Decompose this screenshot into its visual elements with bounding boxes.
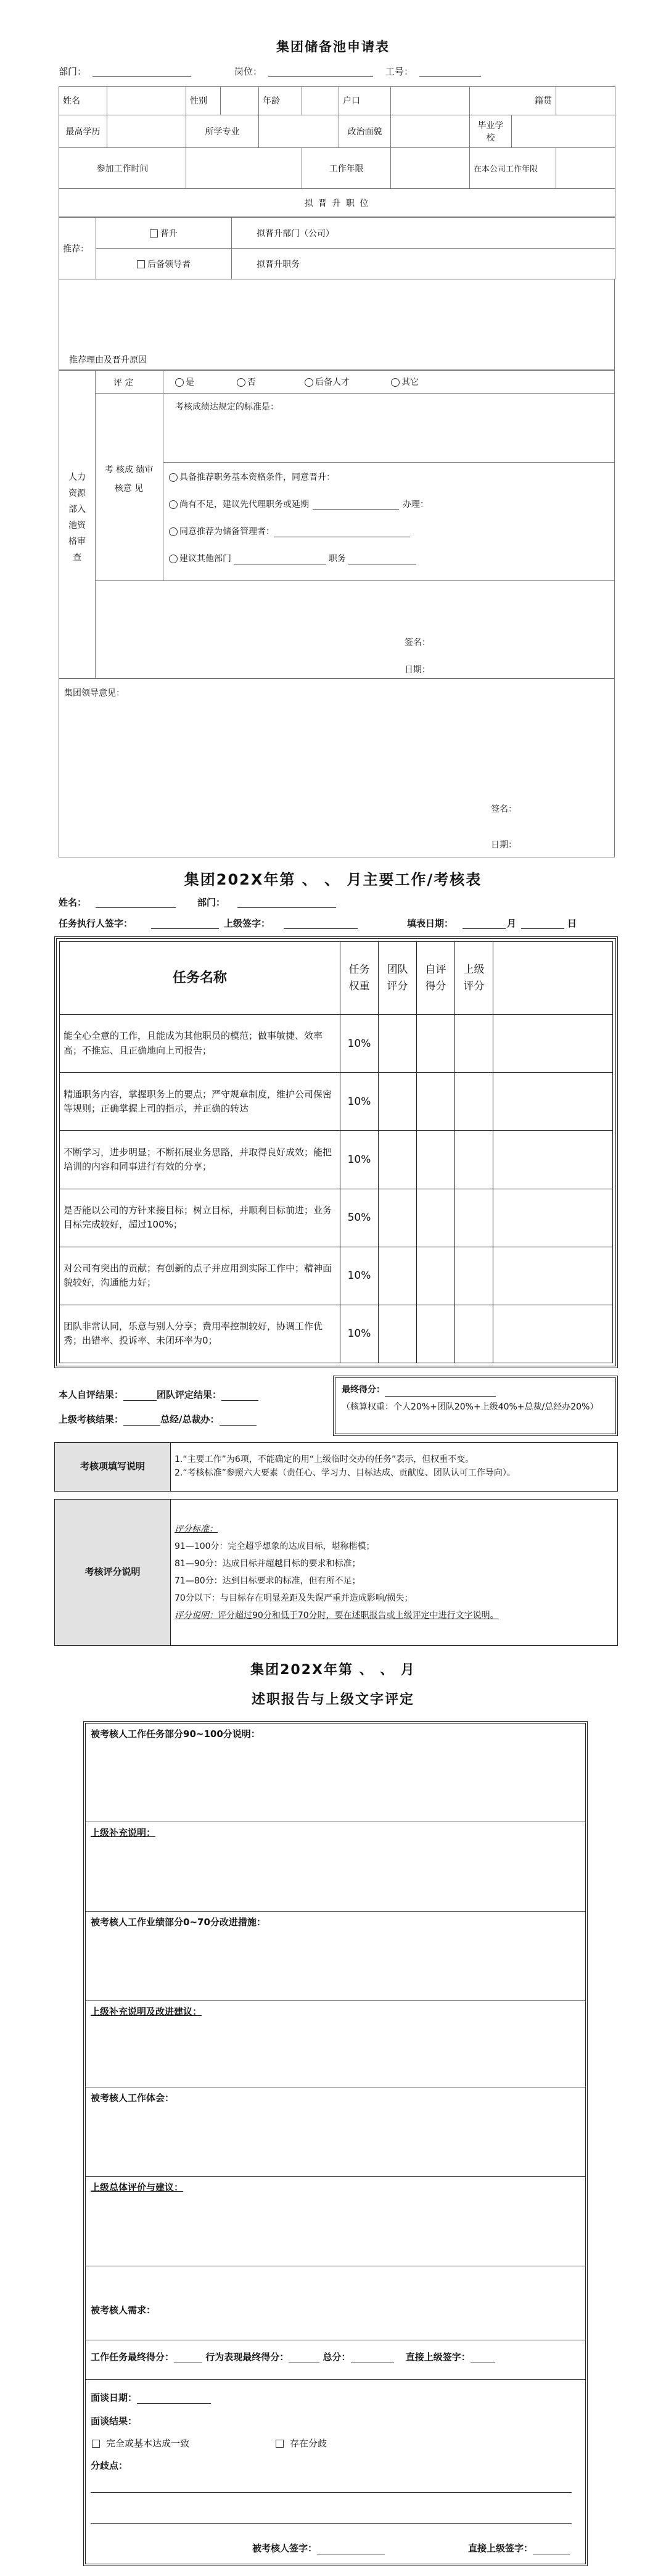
team-score-cell[interactable] xyxy=(379,1189,417,1247)
task-cell: 是否能以公司的方针来接目标；树立目标，并顺利目标前进；业务目标完成较好，超过100%； xyxy=(60,1189,340,1247)
age-cell[interactable] xyxy=(302,87,339,115)
eval-no[interactable] xyxy=(237,376,256,388)
promote-post-label: 拟晋升职务 xyxy=(257,259,300,270)
weight-cell: 10% xyxy=(340,1247,379,1305)
task-cell: 对公司有突出的贡献；有创新的点子并应用到实际工作中；精神面貌较好，沟通能力好； xyxy=(60,1247,340,1305)
company-years-cell[interactable] xyxy=(556,148,615,189)
option-1[interactable] xyxy=(169,471,335,483)
form3-title-1: 集团202X年第 、 、 月 xyxy=(250,1662,416,1678)
work-start-label: 参加工作时间 xyxy=(59,148,186,189)
table-row xyxy=(60,1305,613,1363)
points-label: 分歧点： xyxy=(91,2460,128,2471)
fill-note-2: 2.“考核标准”参照六大要素（责任心、学习力、目标达成、贡献度、团队认可工作导向）。 xyxy=(175,1468,516,1478)
option-4-text: 建议其他部门 xyxy=(179,554,231,564)
std-1: 91—100分：完全超乎想象的达成目标，堪称楷模； xyxy=(175,1542,375,1551)
school-cell[interactable] xyxy=(512,115,615,148)
option-2-text: 尚有不足，建议先代理职务或延期 xyxy=(179,500,309,510)
sup-score-cell[interactable] xyxy=(455,1189,493,1247)
sec7-label: 被考核人需求： xyxy=(91,2305,156,2316)
option-3-text: 同意推荐为储备管理者： xyxy=(179,527,274,537)
f2-exec-input[interactable] xyxy=(151,917,219,929)
person-sign-label: 被考核人签字： xyxy=(252,2543,318,2554)
disagree-checkbox[interactable] xyxy=(276,2440,284,2448)
gender-label: 性别 xyxy=(186,87,221,115)
score-note-label: 考核评分说明 xyxy=(55,1500,171,1646)
team-score-cell[interactable] xyxy=(379,1073,417,1131)
politics-label: 政治面貌 xyxy=(339,115,391,148)
post-input[interactable] xyxy=(268,65,373,77)
option-1-text: 具备推荐职务基本资格条件，同意晋升： xyxy=(179,473,335,482)
self-score-cell[interactable] xyxy=(417,1015,455,1073)
f2-exec-label: 任务执行人签字： xyxy=(59,918,133,929)
major-label: 所学专业 xyxy=(186,115,259,148)
sec3-label: 被考核人工作业绩部分0~70分改进措施： xyxy=(91,1917,266,1928)
hukou-label: 户口 xyxy=(339,87,391,115)
opt-reserve[interactable] xyxy=(96,249,232,279)
result-area xyxy=(59,1381,330,1436)
hr-date-label: 日期： xyxy=(405,665,430,675)
report-sec-4[interactable] xyxy=(86,2001,585,2087)
work-start-cell[interactable] xyxy=(186,148,302,189)
agree-checkbox[interactable] xyxy=(92,2440,100,2448)
native-cell[interactable] xyxy=(556,87,615,115)
fill-note-1: 1.“主要工作”为6项，不能确定的用“上级临时交办的任务”表示，但权重不变。 xyxy=(175,1455,474,1465)
work-years-cell[interactable] xyxy=(391,148,470,189)
std-2: 81—90分：达成目标并超越目标的要求和标准； xyxy=(175,1559,361,1569)
weight-cell: 10% xyxy=(340,1015,379,1073)
table-row xyxy=(60,1015,613,1073)
interview-area xyxy=(86,2380,585,2565)
reserve-checkbox[interactable] xyxy=(137,260,145,268)
std-3: 71—80分：达到目标要求的标准，但有所不足； xyxy=(175,1576,361,1586)
perf-review-label: 考 核成 绩审 核意 见 xyxy=(104,465,154,493)
final-label: 工作任务最终得分： xyxy=(91,2351,175,2363)
eval-reserve-text: 后备人才 xyxy=(315,378,350,387)
sup-score-cell[interactable] xyxy=(455,1305,493,1363)
std-title: 评分标准： xyxy=(175,1524,218,1534)
std-5-a: 评分说明： xyxy=(175,1611,218,1620)
f2-fill-label: 填表日期： xyxy=(407,918,454,929)
opt-promote[interactable] xyxy=(96,218,232,249)
form3-title-2: 述职报告与上级文字评定 xyxy=(251,1692,414,1707)
table-row xyxy=(60,1247,613,1305)
th-task: 任务名称 xyxy=(60,942,340,1015)
task-cell: 精通职务内容，掌握职务上的要点；严守规章制度，维护公司保密等规则；正确掌握上司的指示，并正确的转达 xyxy=(60,1073,340,1131)
promote-dept-label: 拟晋升部门（公司） xyxy=(257,228,334,239)
reason-label: 推荐理由及晋升原因 xyxy=(69,355,147,365)
th-sup: 上级评分 xyxy=(455,942,493,1015)
f2-fill-input[interactable] xyxy=(462,917,506,929)
fill-note-text xyxy=(171,1443,618,1492)
leader-date-label: 日期： xyxy=(491,840,517,850)
sup-sign-input[interactable] xyxy=(471,2355,495,2363)
report-sec-5[interactable] xyxy=(86,2087,585,2177)
sup-sign2-label: 直接上级签字： xyxy=(468,2543,533,2554)
th-weight: 任务权重 xyxy=(340,942,379,1015)
eval-yes[interactable] xyxy=(175,376,194,388)
weight-cell: 10% xyxy=(340,1131,379,1189)
sec4-label: 上级补充说明及改进建议： xyxy=(91,2006,202,2017)
interview-date-label: 面谈日期： xyxy=(91,2392,138,2403)
interview-result-label: 面谈结果： xyxy=(91,2416,138,2427)
id-label: 工号： xyxy=(385,66,414,77)
option-4-suffix: 职务 xyxy=(329,554,346,564)
sup-result-label: 上级考核结果： xyxy=(59,1414,124,1425)
report-sec-7[interactable] xyxy=(86,2266,585,2340)
recommend-label: 推荐： xyxy=(59,218,96,279)
promote-checkbox[interactable] xyxy=(150,229,158,237)
option-2-suffix: 办理： xyxy=(403,500,429,510)
score-note-text xyxy=(171,1500,618,1646)
team-score-cell[interactable] xyxy=(379,1131,417,1189)
option-4[interactable] xyxy=(169,552,416,564)
opt-reserve-text: 后备领导者 xyxy=(147,259,191,270)
behavior-input[interactable] xyxy=(289,2355,319,2363)
table-row xyxy=(60,1189,613,1247)
task-cell: 能全心全意的工作，且能成为其他职员的模范；做事敏捷、效率高；不推忘、且正确地向上司报告； xyxy=(60,1015,340,1073)
f2-sup-input[interactable] xyxy=(284,917,358,929)
interview-date-input[interactable] xyxy=(137,2395,211,2404)
self-result-label: 本人自评结果： xyxy=(59,1389,124,1400)
post-label: 岗位： xyxy=(234,66,263,77)
agree-text: 完全或基本达成一致 xyxy=(106,2438,190,2449)
final-score-box xyxy=(333,1376,618,1436)
th-team: 团队评分 xyxy=(379,942,417,1015)
eval-other-text: 其它 xyxy=(401,378,419,387)
form2-info-row1 xyxy=(59,896,614,909)
leader-box[interactable] xyxy=(59,679,615,857)
eval-yes-text: 是 xyxy=(186,378,194,387)
task-table-frame xyxy=(54,936,618,1368)
th-self: 自评得分 xyxy=(417,942,455,1015)
self-score-cell[interactable] xyxy=(417,1189,455,1247)
f2-sup-label: 上级签字： xyxy=(224,918,271,929)
table-row xyxy=(60,1073,613,1131)
sec2-label: 上级补充说明： xyxy=(91,1827,156,1838)
std-5 xyxy=(175,1607,614,1624)
edu-cell[interactable] xyxy=(107,115,186,148)
sec5-label: 被考核人工作体会： xyxy=(91,2092,175,2103)
sup-result-input[interactable] xyxy=(123,1417,160,1426)
form1-header-row xyxy=(59,65,614,80)
points-line-1[interactable] xyxy=(91,2492,572,2493)
behavior-label: 行为表现最终得分： xyxy=(205,2351,289,2363)
weight-cell: 50% xyxy=(340,1189,379,1247)
weight-cell: 10% xyxy=(340,1305,379,1363)
final-score-input[interactable] xyxy=(385,1387,496,1397)
hukou-cell[interactable] xyxy=(391,87,470,115)
self-score-cell[interactable] xyxy=(417,1305,455,1363)
hr-review-box xyxy=(59,370,615,679)
person-sign-input[interactable] xyxy=(317,2546,385,2554)
eval-reserve[interactable] xyxy=(305,376,350,388)
sup-score-cell[interactable] xyxy=(455,1131,493,1189)
final-score-label: 最终得分： xyxy=(342,1385,385,1395)
std-5-b: 评分超过90分和低于70分时，要在述职报告或上级评定中进行文字说明。 xyxy=(218,1611,499,1620)
report-sec-2[interactable] xyxy=(86,1822,585,1912)
name-cell[interactable] xyxy=(107,87,186,115)
politics-cell[interactable] xyxy=(391,115,470,148)
f2-name-input[interactable] xyxy=(96,896,176,908)
total-label: 总经/总裁办： xyxy=(160,1414,220,1425)
id-input[interactable] xyxy=(419,65,481,77)
eval-label: 评 定 xyxy=(113,378,134,388)
team-score-cell[interactable] xyxy=(379,1015,417,1073)
task-cell: 不断学习，进步明显；不断拓展业务思路，并取得良好成效；能把培训的内容和同事进行有效的分享； xyxy=(60,1131,340,1189)
std-4: 70分以下：与目标存在明显差距及失误严重并造成影响/损失； xyxy=(175,1593,413,1603)
report-sec-1[interactable] xyxy=(86,1724,585,1822)
task-cell: 团队非常认同，乐意与别人分享；费用率控制较好，协调工作优秀；出错率、投诉率、未闭环率为0； xyxy=(60,1305,340,1363)
report-scores xyxy=(86,2340,585,2380)
sup-score-cell[interactable] xyxy=(455,1073,493,1131)
self-score-cell[interactable] xyxy=(417,1247,455,1305)
hr-side-label: 人力资源部入池资格审查 xyxy=(68,473,86,563)
f2-day: 日 xyxy=(567,918,577,929)
reason-box[interactable] xyxy=(59,279,615,370)
eval-other[interactable] xyxy=(391,376,419,388)
sup-sign2-input[interactable] xyxy=(533,2546,570,2554)
dept-input[interactable] xyxy=(92,65,191,77)
score-note-table xyxy=(54,1499,618,1646)
f2-day-input[interactable] xyxy=(521,917,564,929)
sup-score-cell[interactable] xyxy=(455,1247,493,1305)
sup-score-cell[interactable] xyxy=(455,1015,493,1073)
form1-basic-table xyxy=(59,86,615,217)
sec6-label: 上级总体评价与建议： xyxy=(91,2182,184,2193)
edu-label: 最高学历 xyxy=(59,115,107,148)
fill-note-table xyxy=(54,1442,618,1492)
th-empty xyxy=(493,942,613,1015)
sup-sign-label: 直接上级签字： xyxy=(405,2351,471,2363)
hr-sign-label: 签名： xyxy=(405,638,430,648)
team-score-cell[interactable] xyxy=(379,1305,417,1363)
gender-cell[interactable] xyxy=(221,87,259,115)
option-2[interactable] xyxy=(169,498,429,510)
points-line-2[interactable] xyxy=(91,2523,572,2524)
self-result-input[interactable] xyxy=(123,1392,157,1401)
major-cell[interactable] xyxy=(259,115,339,148)
option-3[interactable] xyxy=(169,525,410,537)
age-label: 年龄 xyxy=(259,87,302,115)
dept-label: 部门： xyxy=(59,66,87,77)
weight-cell: 10% xyxy=(340,1073,379,1131)
sec1-label: 被考核人工作任务部分90~100分说明： xyxy=(91,1728,260,1740)
form2-title: 集团202X年第 、 、 月主要工作/考核表 xyxy=(184,871,482,888)
eval-no-text: 否 xyxy=(247,378,256,387)
leader-sign-label: 签名： xyxy=(491,804,517,814)
table-row xyxy=(60,1131,613,1189)
total-score-input[interactable] xyxy=(351,2355,394,2363)
promote-dept-cell[interactable] xyxy=(232,218,615,249)
team-score-cell[interactable] xyxy=(379,1247,417,1305)
company-years-label: 在本公司工作年限 xyxy=(470,148,556,189)
total-score-label: 总分： xyxy=(323,2351,351,2363)
opt-promote-text: 晋升 xyxy=(160,228,178,239)
f2-dept-input[interactable] xyxy=(237,896,336,908)
leader-label: 集团领导意见： xyxy=(64,688,125,698)
native-label: 籍贯 xyxy=(470,87,556,115)
perf-text: 考核成绩达规定的标准是： xyxy=(175,402,279,412)
team-result-input[interactable] xyxy=(221,1392,258,1401)
promote-post-cell[interactable] xyxy=(232,249,615,279)
final-input[interactable] xyxy=(174,2355,202,2363)
proposed-post-label: 拟 晋 升 职 位 xyxy=(59,189,615,217)
form2-info-row2 xyxy=(59,917,614,930)
self-score-cell[interactable] xyxy=(417,1131,455,1189)
form1-recommend-table xyxy=(59,217,615,279)
report-sec-3[interactable] xyxy=(86,1912,585,2001)
total-input[interactable] xyxy=(220,1417,257,1426)
report-sec-6[interactable] xyxy=(86,2177,585,2266)
work-years-label: 工作年限 xyxy=(302,148,391,189)
self-score-cell[interactable] xyxy=(417,1073,455,1131)
disagree-text: 存在分歧 xyxy=(290,2438,327,2449)
team-result-label: 团队评定结果： xyxy=(157,1389,222,1400)
form1-title: 集团储备池申请表 xyxy=(276,39,390,54)
f2-month: 月 xyxy=(507,918,517,929)
name-label: 姓名 xyxy=(59,87,107,115)
f2-name-label: 姓名： xyxy=(59,897,87,908)
fill-note-label: 考核项填写说明 xyxy=(55,1443,171,1492)
report-frame xyxy=(83,1721,588,2566)
final-formula: （核算权重：个人20%+团队20%+上级40%+总裁/总经办20%） xyxy=(342,1402,599,1412)
school-label: 毕业学校 xyxy=(470,115,512,148)
f2-dept-label: 部门： xyxy=(197,897,226,908)
